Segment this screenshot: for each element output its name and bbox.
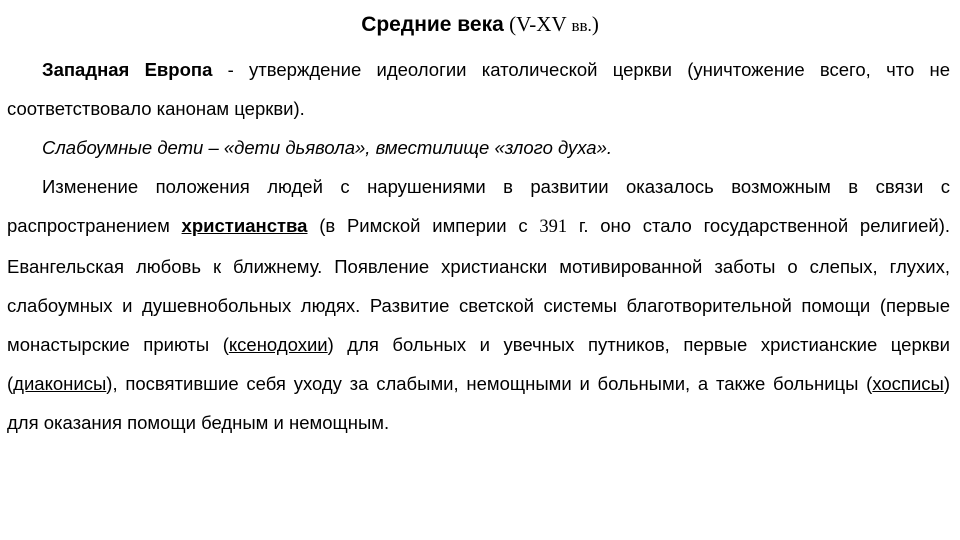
text-segment: Изменение положения людей с нарушениями в развитии оказалось возможным в связи с распространением [7, 176, 950, 236]
title-open-paren: ( [503, 12, 517, 36]
text-segment: ) для больных и увечных путников, первые христианские церкви ( [7, 334, 950, 394]
paragraph-text: утверждение идеологии католической церкви (уничтожение всего, что не соответствовало канонам церкви). [7, 59, 951, 119]
slide-title [0, 9, 960, 41]
paragraph-lead: Западная Европа [42, 59, 213, 80]
slide-body [7, 50, 950, 442]
title-main: Средние века [361, 13, 504, 36]
text-segment: (в Римской империи с [307, 215, 540, 236]
paragraph-feebleminded [7, 128, 950, 167]
term-hospices-link[interactable]: хосписы [872, 373, 944, 394]
text-segment: ) для оказания помощи бедным и немощным. [7, 373, 950, 433]
paragraph-text: Слабоумные дети – «дети дьявола», вместилище «злого духа». [42, 137, 613, 158]
title-period [504, 12, 599, 36]
term-christianity-link[interactable]: христианства [181, 215, 308, 236]
title-close-paren: ) [591, 12, 599, 36]
paragraph-christianity [7, 167, 950, 442]
term-deaconesses-link[interactable]: диаконисы [13, 373, 107, 394]
year-value: 391 [539, 217, 568, 237]
text-segment: г. оно стало государственной религией). Евангельская любовь к ближнему. Появление христиански мотивированной заботы о слепых, глухих, слабоумных и душевнобольных людях. Развитие светской системы благотворительной помощи (первые монастырские приюты ( [7, 215, 950, 355]
term-xenodochia-link[interactable]: ксенодохии [228, 334, 328, 355]
text-segment: ), посвятившие себя уходу за слабыми, немощными и больными, а также больницы ( [106, 373, 873, 394]
title-centuries: V-XV [516, 12, 567, 36]
title-abbr: вв. [571, 16, 592, 35]
paragraph-dash: - [212, 59, 250, 80]
paragraph-western-europe [7, 50, 950, 128]
